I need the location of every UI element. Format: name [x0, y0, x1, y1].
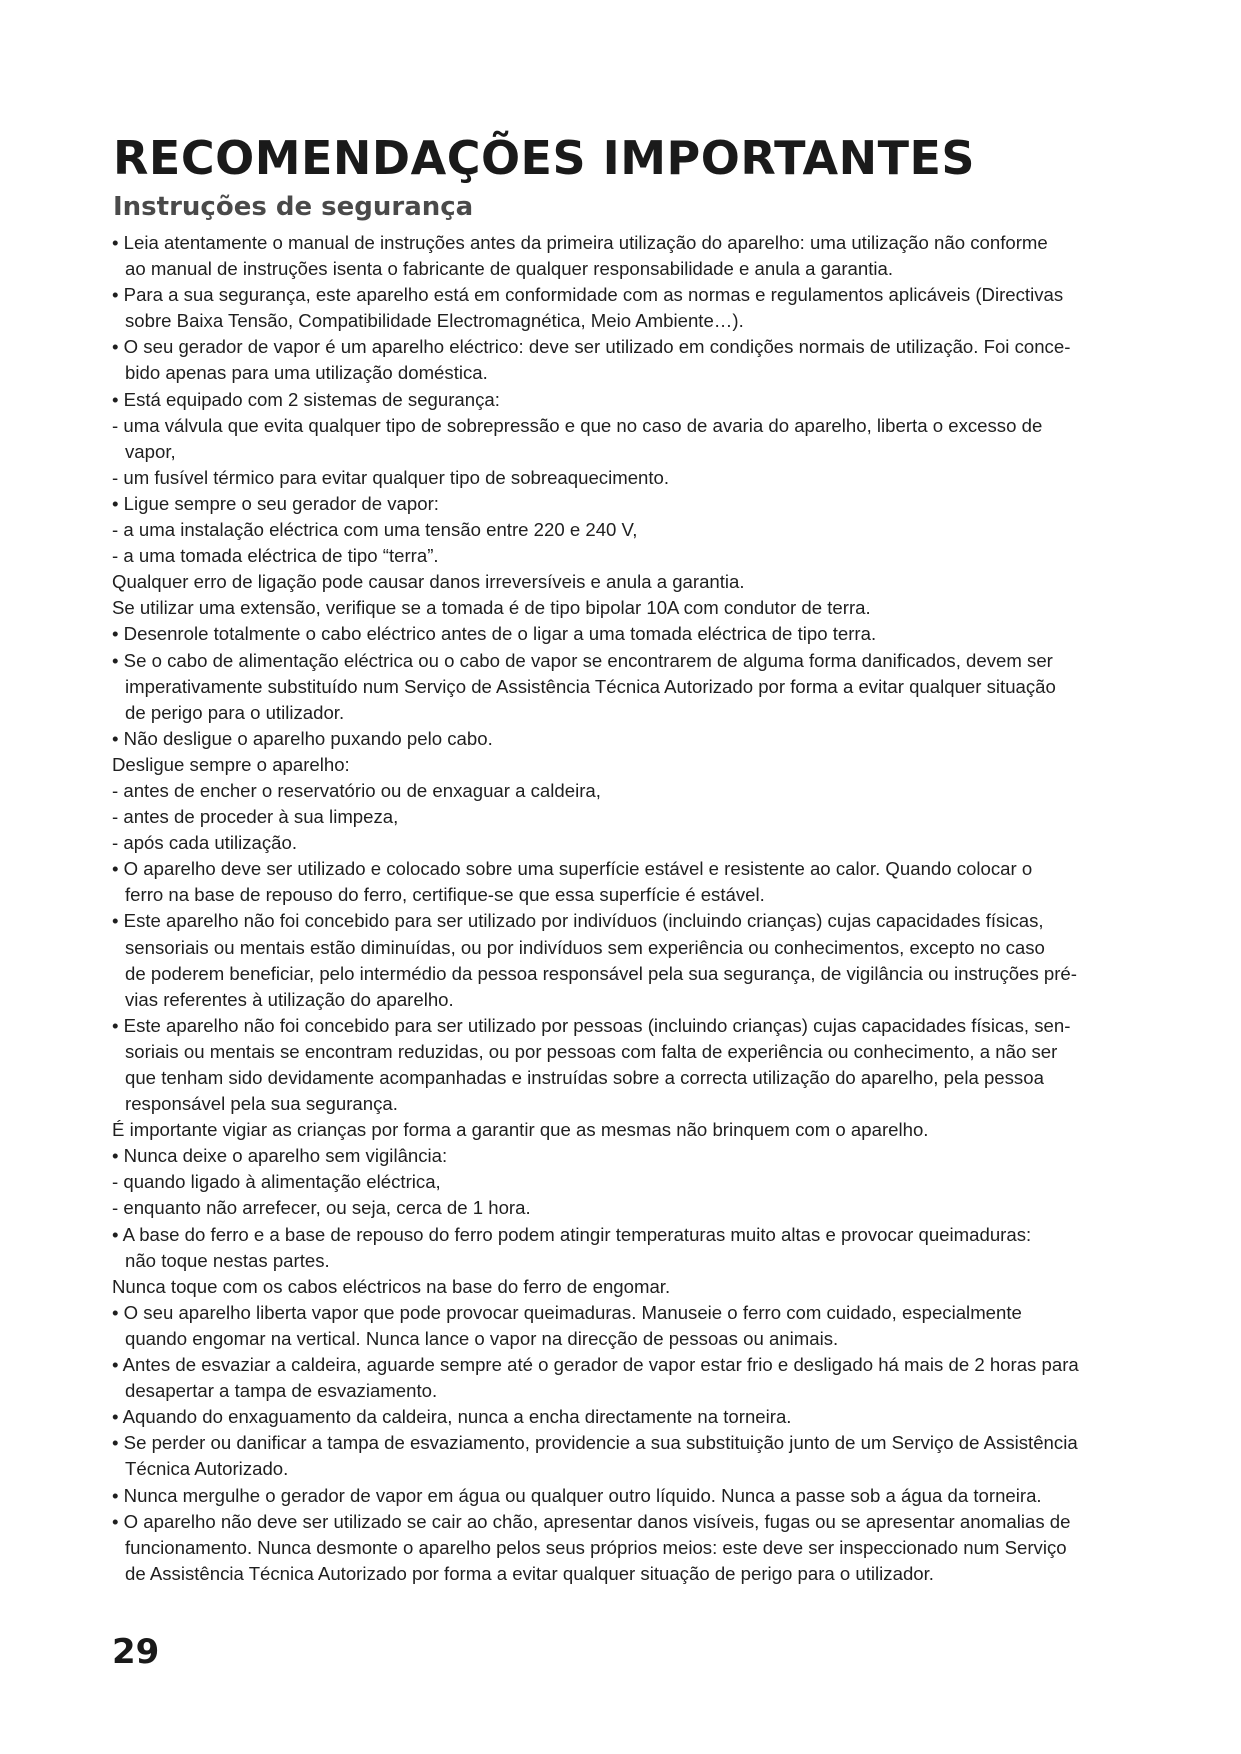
text-line: • Se perder ou danificar a tampa de esvaziamento, providencie a sua substituição junto de um Serviço de Assistência	[112, 1432, 1078, 1454]
text-line: • O seu gerador de vapor é um aparelho eléctrico: deve ser utilizado em condições normais de utilização. Foi conce-	[112, 336, 1071, 358]
text-line: • Nunca deixe o aparelho sem vigilância:	[112, 1145, 448, 1167]
text-line: É importante vigiar as crianças por forma a garantir que as mesmas não brinquem com o aparelho.	[112, 1119, 929, 1141]
page-number: 29	[112, 1632, 160, 1672]
text-line: • Nunca mergulhe o gerador de vapor em água ou qualquer outro líquido. Nunca a passe sob a água da torneira.	[112, 1484, 1042, 1506]
text-line: • O seu aparelho liberta vapor que pode provocar queimaduras. Manuseie o ferro com cuidado, especialmente	[112, 1301, 1022, 1323]
text-line: • Leia atentamente o manual de instruções antes da primeira utilização do aparelho: uma utilização não conforme	[112, 232, 1048, 253]
text-line: - enquanto não arrefecer, ou seja, cerca de 1 hora.	[112, 1197, 531, 1219]
text-line: que tenham sido devidamente acompanhadas e instruídas sobre a correcta utilização do aparelho, pela pessoa	[125, 1067, 1044, 1088]
text-line: sobre Baixa Tensão, Compatibilidade Electromagnética, Meio Ambiente…).	[125, 310, 744, 332]
text-line: - um fusível térmico para evitar qualquer tipo de sobreaquecimento.	[112, 466, 670, 488]
text-line: • Desenrole totalmente o cabo eléctrico antes de o ligar a uma tomada eléctrica de tipo terra.	[112, 623, 877, 645]
text-line: • O aparelho não deve ser utilizado se cair ao chão, apresentar danos visíveis, fugas ou se apresentar anomalias de	[112, 1510, 1071, 1532]
text-line: ao manual de instruções isenta o fabricante de qualquer responsabilidade e anula a garantia.	[125, 258, 894, 280]
text-line: • Antes de esvaziar a caldeira, aguarde sempre até o gerador de vapor estar frio e desligado há mais de 2 horas para	[112, 1354, 1079, 1376]
text-line: Técnica Autorizado.	[125, 1458, 289, 1480]
text-line: funcionamento. Nunca desmonte o aparelho pelos seus próprios meios: este deve ser inspeccionado num Serviço	[125, 1536, 1067, 1558]
text-line: - após cada utilização.	[112, 832, 298, 854]
text-line: vias referentes à utilização do aparelho.	[125, 988, 454, 1010]
text-line: Se utilizar uma extensão, verifique se a tomada é de tipo bipolar 10A com condutor de terra.	[112, 597, 871, 619]
text-line: de Assistência Técnica Autorizado por forma a evitar qualquer situação de perigo para o utilizador.	[125, 1562, 934, 1584]
text-line: de perigo para o utilizador.	[125, 701, 345, 723]
text-line: - antes de encher o reservatório ou de enxaguar a caldeira,	[112, 779, 601, 801]
text-line: bido apenas para uma utilização doméstica.	[125, 362, 488, 384]
text-line: • Para a sua segurança, este aparelho está em conformidade com as normas e regulamentos aplicáveis (Directivas	[112, 284, 1064, 306]
text-line: - uma válvula que evita qualquer tipo de sobrepressão e que no caso de avaria do aparelho, liberta o excesso de	[112, 414, 1043, 436]
text-line: • Se o cabo de alimentação eléctrica ou o cabo de vapor se encontrarem de alguma forma danificados, devem ser	[112, 649, 1053, 671]
section-heading: Instruções de segurança	[113, 192, 474, 222]
text-line: Qualquer erro de ligação pode causar danos irreversíveis e anula a garantia.	[112, 571, 745, 593]
text-line: imperativamente substituído num Serviço de Assistência Técnica Autorizado por forma a evitar qualquer situação	[125, 675, 1056, 697]
text-line: desapertar a tampa de esvaziamento.	[125, 1380, 438, 1402]
text-line: • Aquando do enxaguamento da caldeira, nunca a encha directamente na torneira.	[112, 1406, 792, 1428]
text-line: responsável pela sua segurança.	[125, 1093, 398, 1115]
text-line: sensoriais ou mentais estão diminuídas, ou por indivíduos sem experiência ou conhecimentos, excepto no caso	[125, 936, 1045, 958]
text-line: vapor,	[125, 440, 176, 462]
text-line: quando engomar na vertical. Nunca lance o vapor na direcção de pessoas ou animais.	[125, 1327, 839, 1349]
safety-instructions-body	[112, 230, 1134, 1587]
text-line: ferro na base de repouso do ferro, certifique-se que essa superfície é estável.	[125, 884, 765, 906]
text-line: - a uma tomada eléctrica de tipo “terra”.	[112, 545, 439, 567]
text-line: - quando ligado à alimentação eléctrica,	[112, 1171, 441, 1193]
text-line: • Está equipado com 2 sistemas de segurança:	[112, 388, 500, 410]
text-line: • Este aparelho não foi concebido para ser utilizado por indivíduos (incluindo crianças) cujas capacidades físicas,	[112, 910, 1044, 932]
text-line: de poderem beneficiar, pelo intermédio da pessoa responsável pela sua segurança, de vigilância ou instruções pré-	[125, 962, 1077, 984]
text-line: • O aparelho deve ser utilizado e colocado sobre uma superfície estável e resistente ao calor. Quando colocar o	[112, 858, 1033, 880]
text-line: • Não desligue o aparelho puxando pelo cabo.	[112, 727, 493, 749]
page-title: RECOMENDAÇÕES IMPORTANTES	[113, 131, 976, 185]
text-line: • Ligue sempre o seu gerador de vapor:	[112, 492, 439, 514]
text-line: • Este aparelho não foi concebido para ser utilizado por pessoas (incluindo crianças) cujas capacidades físicas, sen-	[112, 1014, 1071, 1036]
text-line: não toque nestas partes.	[125, 1249, 330, 1271]
text-line: - a uma instalação eléctrica com uma tensão entre 220 e 240 V,	[112, 519, 638, 541]
text-line: - antes de proceder à sua limpeza,	[112, 806, 399, 828]
text-line: • A base do ferro e a base de repouso do ferro podem atingir temperaturas muito altas e provocar queimaduras:	[112, 1223, 1032, 1245]
text-line: soriais ou mentais se encontram reduzidas, ou por pessoas com falta de experiência ou conhecimento, a não ser	[125, 1040, 1058, 1062]
text-line: Desligue sempre o aparelho:	[112, 753, 350, 775]
text-line: Nunca toque com os cabos eléctricos na base do ferro de engomar.	[112, 1275, 671, 1297]
